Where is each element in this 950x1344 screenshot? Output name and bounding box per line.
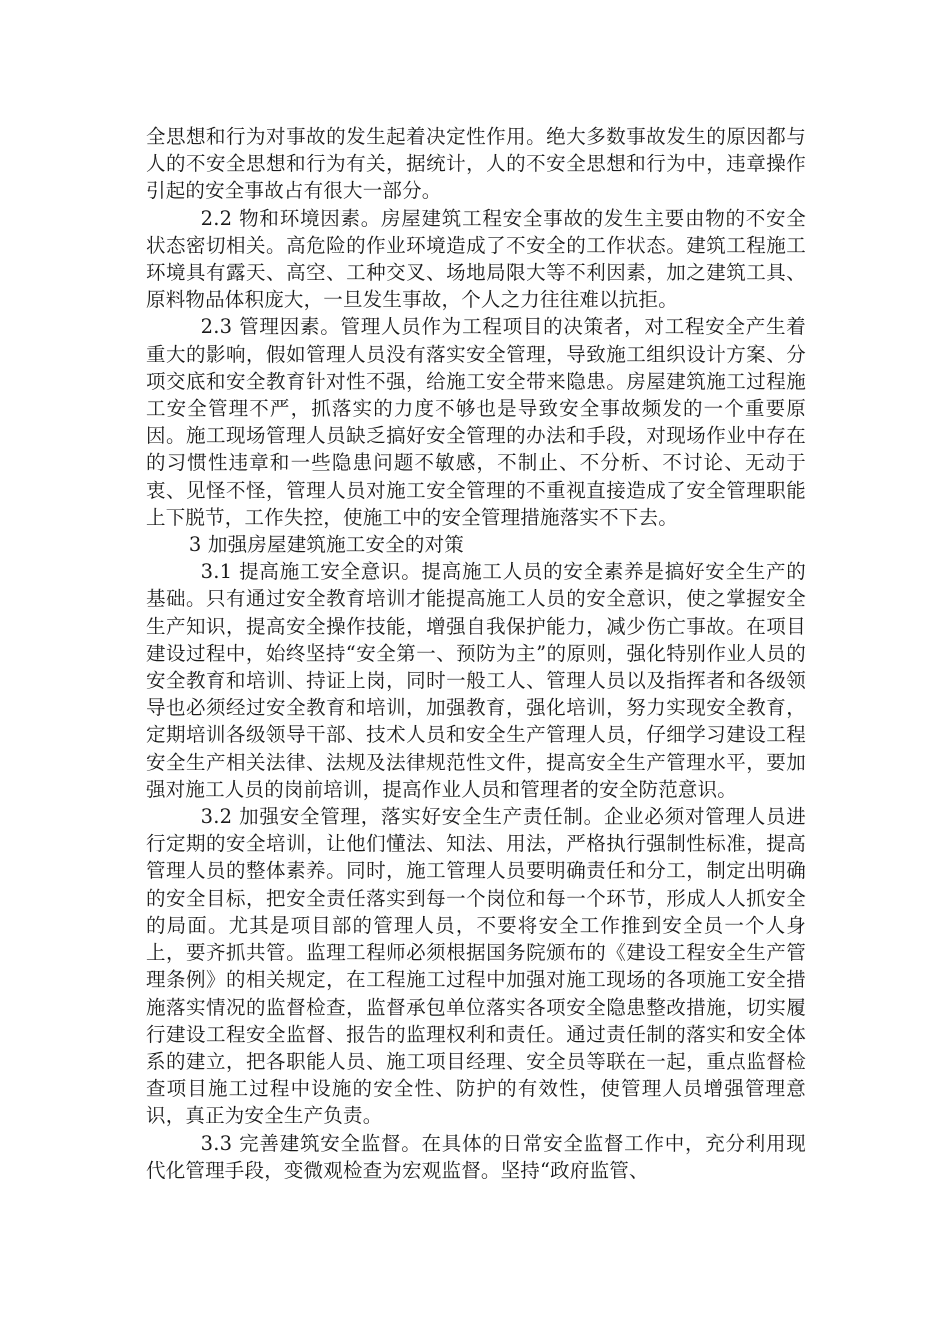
section-heading-3: 3 加强房屋建筑施工安全的对策 <box>188 533 464 557</box>
paragraph-3-2-safety-management: 3.2 加强安全管理，落实好安全生产责任制。企业必须对管理人员进行定期的安全培训，让他们懂法、知法、用法，严格执行强制性标准，提高管理人员的整体素养。同时，施工管理人员要明确责任和分工，制定出明确的安全目标，把安全责任落实到每一个岗位和每一个环节，形成人人抓安全的局面。尤其是项目部的管理人员，不要将安全工作推到安全员一个人身上，要齐抓共管。监理工程师必须根据国务院颁布的《建设工程安全生产管理条例》的相关规定，在工程施工过程中加强对施工现场的各项施工安全措施落实情况的监督检查，监督承包单位落实各项安全隐患整改措施，切实履行建设工程安全监督、报告的监理权利和责任。通过责任制的落实和安全体系的建立，把各职能人员、施工项目经理、安全员等联在一起，重点监督检查项目施工过程中设施的安全性、防护的有效性，使管理人员增强管理意识，真正为安全生产负责。 <box>146 805 806 1128</box>
paragraph-3-1-safety-awareness: 3.1 提高施工安全意识。提高施工人员的安全素养是搞好安全生产的基础。只有通过安全教育培训才能提高施工人员的安全意识，使之掌握安全生产知识，提高安全操作技能，增强自我保护能力，减少伤亡事故。在项目建设过程中，始终坚持“安全第一、预防为主”的原则，强化特别作业人员的安全教育和培训、持证上岗，同时一般工人、管理人员以及指挥者和各级领导也必须经过安全教育和培训，加强教育，强化培训，努力实现安全教育，定期培训各级领导干部、技术人员和安全生产管理人员，仔细学习建设工程安全生产相关法律、法规及法律规范性文件，提高安全生产管理水平，要加强对施工人员的岗前培训，提高作业人员和管理者的安全防范意识。 <box>146 560 806 801</box>
paragraph-3-3-safety-supervision: 3.3 完善建筑安全监督。在具体的日常安全监督工作中，充分利用现代化管理手段，变微观检查为宏观监督。坚持“政府监管、 <box>146 1131 806 1182</box>
document-body <box>146 123 806 1184</box>
paragraph-human-factors-continuation: 全思想和行为对事故的发生起着决定性作用。绝大多数事故发生的原因都与人的不安全思想和行为有关，据统计，人的不安全思想和行为中，违章操作引起的安全事故占有很大一部分。 <box>146 125 806 203</box>
paragraph-2-3-management-factors: 2.3 管理因素。管理人员作为工程项目的决策者，对工程安全产生着重大的影响，假如管理人员没有落实安全管理，导致施工组织设计方案、分项交底和安全教育针对性不强，给施工安全带来隐患。房屋建筑施工过程施工安全管理不严，抓落实的力度不够也是导致安全事故频发的一个重要原因。施工现场管理人员缺乏搞好安全管理的办法和手段，对现场作业中存在的习惯性违章和一些隐患问题不敏感，不制止、不分析、不讨论、无动于衷、见怪不怪，管理人员对施工安全管理的不重视直接造成了安全管理职能上下脱节，工作失控，使施工中的安全管理措施落实不下去。 <box>146 315 806 529</box>
paragraph-2-2-material-environment: 2.2 物和环境因素。房屋建筑工程安全事故的发生主要由物的不安全状态密切相关。高危险的作业环境造成了不安全的工作状态。建筑工程施工环境具有露天、高空、工种交叉、场地局限大等不利因素，加之建筑工具、原料物品体积庞大，一旦发生事故，个人之力往往难以抗拒。 <box>146 206 806 312</box>
